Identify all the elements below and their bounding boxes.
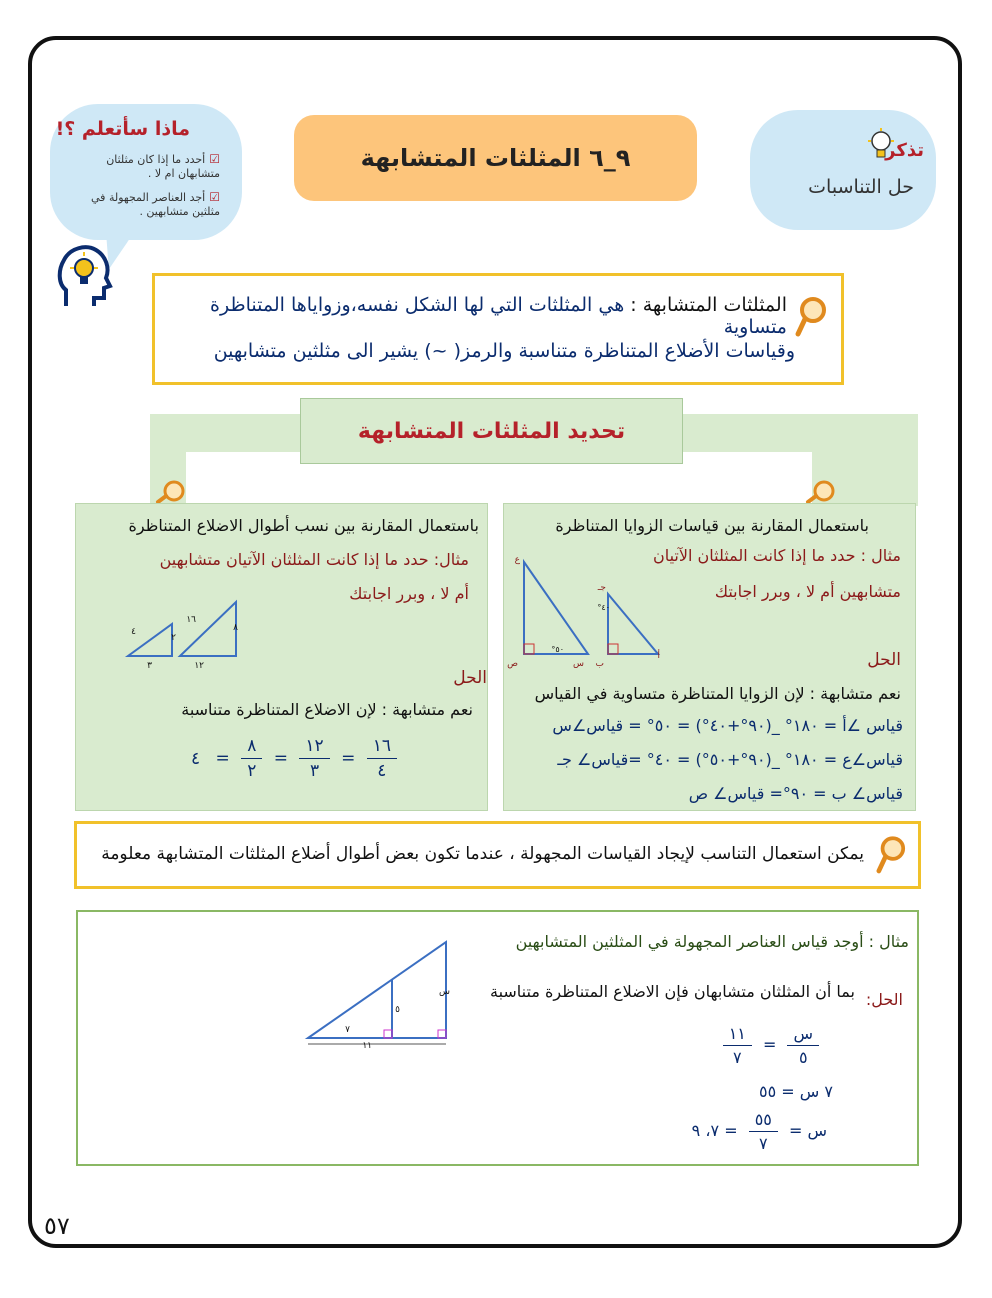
right-angle-mark — [608, 644, 618, 654]
fraction: $\frac{\text{س}}{٥}$ — [787, 1024, 819, 1067]
section-title: تحديد المثلثات المتشابهة — [357, 418, 626, 444]
vertex-label: أ — [657, 651, 660, 661]
remember-label: تذكر — [885, 140, 924, 161]
example-title: مثال : أوجد قياس العناصر المجهولة في المثلثين المتشابهين — [515, 932, 909, 951]
side-label: ١٢ — [194, 661, 204, 671]
section-title-tab — [300, 398, 683, 464]
magnifier-icon — [154, 480, 188, 504]
side-label: ١١ — [362, 1041, 372, 1051]
lesson-title-box — [294, 115, 697, 201]
remember-bubble — [750, 110, 936, 230]
vertex-label: س — [573, 659, 584, 669]
triangle-shape — [524, 562, 588, 654]
angle-label: ٥٠° — [551, 645, 564, 654]
checkbox-icon: ☑ — [209, 152, 220, 166]
fraction: $\frac{١٦}{٤}$ — [367, 736, 397, 781]
thinking-head-icon — [56, 240, 112, 310]
side-label: ٧ — [345, 1025, 350, 1035]
ratio-result: ٤ — [191, 748, 201, 769]
example-text: متشابهين أم لا ، وبرر اجابتك — [714, 582, 901, 601]
side-label: ١٦ — [186, 615, 196, 625]
solution-label: الحل — [453, 668, 487, 688]
side-label: ٥ — [395, 1005, 400, 1015]
fraction: $\frac{٥٥}{٧}$ — [749, 1110, 778, 1153]
right-angle-mark — [438, 1030, 446, 1038]
page-number: ٥٧ — [44, 1212, 70, 1240]
learn-bubble — [50, 104, 242, 240]
proportion-equation: $\frac{\text{س}}{٥}$ = $\frac{١١}{٧}$ — [717, 1024, 825, 1067]
fraction: $\frac{١٢}{٣}$ — [299, 736, 329, 781]
checkbox-icon: ☑ — [209, 190, 220, 204]
sides-triangles-figure — [120, 594, 250, 674]
side-label: ٣ — [147, 661, 152, 671]
side-label: ٤ — [131, 627, 136, 637]
side-label: س — [439, 987, 450, 997]
example-box — [76, 910, 919, 1166]
triangle-shape — [308, 942, 446, 1038]
sides-panel — [75, 503, 488, 811]
equation-step: ٧ س = ٥٥ — [759, 1082, 833, 1101]
nested-triangles-figure — [306, 936, 456, 1051]
definition-box — [152, 273, 844, 385]
vertex-label: ص — [507, 659, 518, 669]
right-angle-mark — [384, 1030, 392, 1038]
solution-answer: نعم متشابهة : لإن الزوايا المتناظرة متساوية في القياس — [534, 684, 901, 703]
solution-label: الحل: — [865, 990, 903, 1009]
triangle-shape — [608, 594, 658, 654]
remember-text: حل التناسبات — [808, 176, 914, 198]
definition-line-2: وقياسات الأضلاع المتناظرة متناسبة والرمز( ~) يشير الى مثلثين متشابهين — [213, 340, 795, 362]
lesson-title: ٩_٦ المثلثات المتشابهة — [360, 144, 631, 172]
proportion-note: يمكن استعمال التناسب لإيجاد القياسات المجهولة ، عندما تكون بعض أطوال أضلاع المثلثات المتشابهة معلومة — [101, 844, 864, 864]
example-text: مثال : حدد ما إذا كانت المثلثان الآتيان — [652, 546, 901, 565]
angle-label: ٤٠° — [597, 603, 610, 612]
example-solution: بما أن المثلثان متشابهان فإن الاضلاع المتناظرة متناسبة — [489, 982, 855, 1001]
angle-equation: قياس∠ع = ١٨٠° _(٩٠°+٥٠°) = ٤٠° =قياس∠ جـ — [557, 750, 903, 769]
right-angle-mark — [524, 644, 534, 654]
magnifier-icon — [876, 834, 906, 878]
vertex-label: جـ — [597, 583, 606, 593]
angle-equation: قياس∠ ب = ٩٠°= قياس∠ ص — [688, 784, 903, 803]
solution-label: الحل — [867, 650, 901, 670]
fraction: $\frac{٨}{٢}$ — [241, 736, 262, 781]
equation-step: س = $\frac{٥٥}{٧}$ = ٧، ٩ — [691, 1110, 827, 1153]
example-text: أم لا ، وبرر اجابتك — [349, 584, 469, 603]
magnifier-icon — [804, 480, 838, 504]
angle-triangles-figure — [507, 555, 682, 676]
triangle-shape — [180, 602, 236, 656]
example-text: مثال: حدد ما إذا كانت المثلثان الآتيان متشابهين — [159, 550, 469, 569]
vertex-label: ع — [514, 555, 520, 565]
definition-line-1: المثلثات المتشابهة : هي المثلثات التي لها الشكل نفسه،وزواياها المتناظرة متساوية — [210, 294, 787, 338]
ratio-equation: $\frac{١٦}{٤}$ = $\frac{١٢}{٣}$ = $\frac{٨}{٢}$ = ٤ — [191, 736, 403, 781]
panel-heading: باستعمال المقارنة بين قياسات الزوايا المتناظرة — [555, 516, 869, 535]
angle-equation: قياس ∠أ = ١٨٠° _(٩٠°+٤٠°) = ٥٠° = قياس∠س — [552, 716, 903, 735]
vertex-label: ب — [595, 659, 604, 669]
proportion-note-box — [74, 821, 921, 889]
fraction: $\frac{١١}{٧}$ — [723, 1024, 752, 1067]
learn-item: ☑أحدد ما إذا كان مثلثان متشابهان ام لا . — [106, 152, 220, 180]
learn-title: ماذا سأتعلم ؟! — [55, 118, 190, 140]
panel-heading: باستعمال المقارنة بين نسب أطوال الاضلاع المتناظرة — [128, 516, 479, 535]
magnifier-icon — [795, 296, 827, 340]
side-label: ٨ — [233, 623, 238, 633]
side-label: ٢ — [171, 633, 176, 643]
angles-panel — [503, 503, 916, 811]
solution-answer: نعم متشابهة : لإن الاضلاع المتناظرة متناسبة — [181, 700, 473, 719]
learn-item: ☑أجد العناصر المجهولة في مثلثين متشابهين . — [91, 190, 220, 218]
